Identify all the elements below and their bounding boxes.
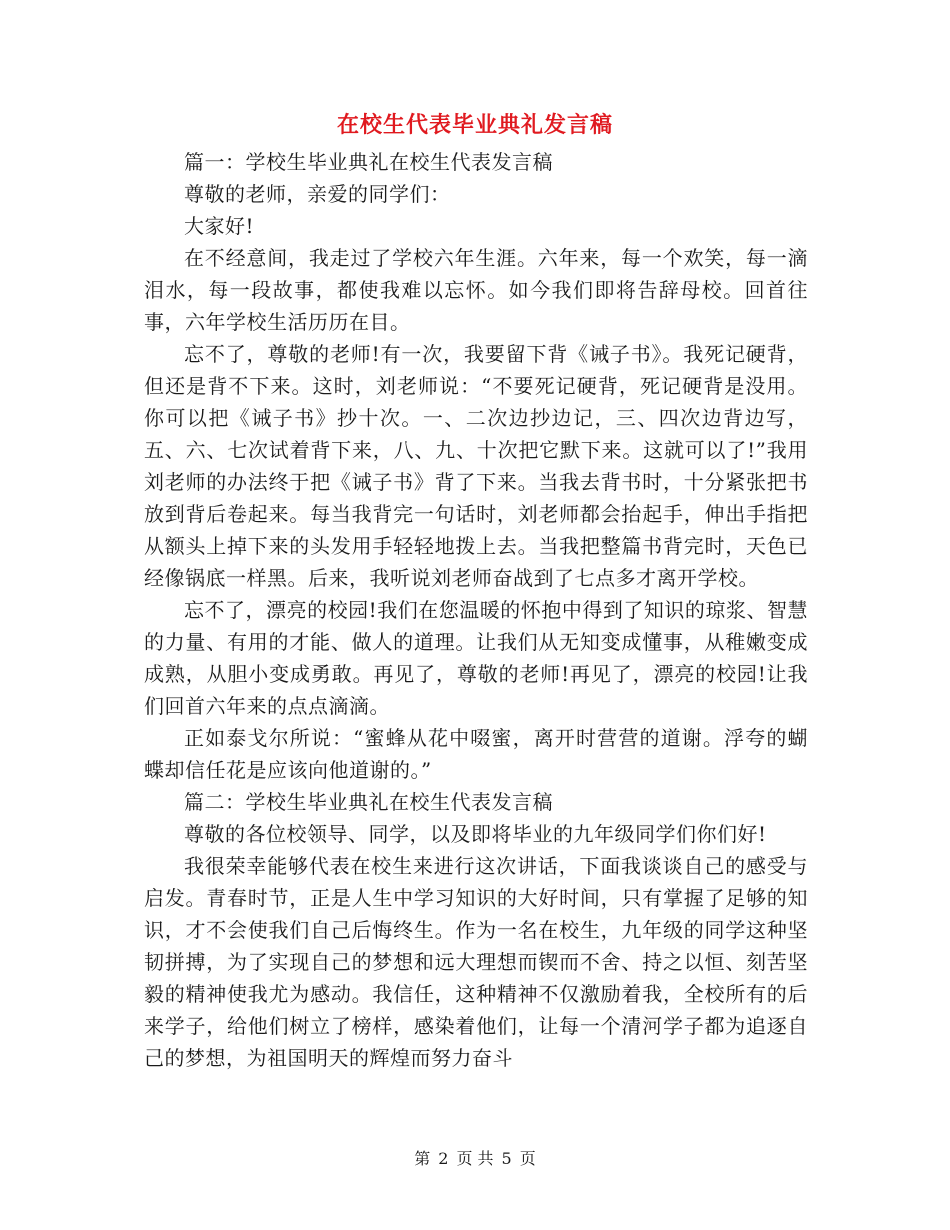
current-page-number: 2 (438, 1149, 449, 1168)
document-title: 在校生代表毕业典礼发言稿 (336, 112, 613, 138)
paragraph: 尊敬的老师，亲爱的同学们： (184, 182, 451, 206)
paragraph: 篇二：学校生毕业典礼在校生代表发言稿 (184, 790, 553, 814)
paragraph: 大家好! (184, 214, 255, 238)
paragraph: 篇一：学校生毕业典礼在校生代表发言稿 (184, 150, 553, 174)
paragraph: 在不经意间，我走过了学校六年生涯。六年来，每一个欢笑，每一滴泪水，每一段故事，都使我难以忘怀。如今我们即将告辞母校。回首往事，六年学校生活历历在目。 (144, 246, 808, 334)
page-label-mid: 页 共 (456, 1149, 494, 1168)
page-label-prefix: 第 (414, 1149, 431, 1168)
document-body (144, 146, 808, 1074)
paragraph: 我很荣幸能够代表在校生来进行这次讲话，下面我谈谈自己的感受与启发。青春时节，正是人生中学习知识的大好时间，只有掌握了足够的知识，才不会使我们自己后悔终生。作为一名在校生，九年级的同学这种坚韧拼搏，为了实现自己的梦想和远大理想而锲而不舍、持之以恒、刻苦坚毅的精神使我尤为感动。我信任，这种精神不仅激励着我，全校所有的后来学子，给他们树立了榜样，感染着他们，让每一个清河学子都为追逐自己的梦想，为祖国明天的辉煌而努力奋斗 (144, 854, 808, 1070)
paragraph: 忘不了，漂亮的校园!我们在您温暖的怀抱中得到了知识的琼浆、智慧的力量、有用的才能、做人的道理。让我们从无知变成懂事，从稚嫩变成成熟，从胆小变成勇敢。再见了，尊敬的老师!再见了，漂亮的校园!让我们回首六年来的点点滴滴。 (144, 598, 808, 718)
paragraph: 尊敬的各位校领导、同学，以及即将毕业的九年级同学们你们好! (184, 822, 767, 846)
paragraph: 正如泰戈尔所说：“蜜蜂从花中啜蜜，离开时营营的道谢。浮夸的蝴蝶却信任花是应该向他道谢的。” (144, 726, 808, 782)
total-pages-number: 5 (501, 1149, 512, 1168)
paragraph: 忘不了，尊敬的老师!有一次，我要留下背《诫子书》。我死记硬背，但还是背不下来。这时，刘老师说：“不要死记硬背，死记硬背是没用。你可以把《诫子书》抄十次。一、二次边抄边记，三、四次边背边写，五、六、七次试着背下来，八、九、十次把它默下来。这就可以了!”我用刘老师的办法终于把《诫子书》背了下来。当我去背书时，十分紧张把书放到背后卷起来。每当我背完一句话时，刘老师都会抬起手，伸出手指把从额头上掉下来的头发用手轻轻地拨上去。当我把整篇书背完时，天色已经像锅底一样黑。后来，我听说刘老师奋战到了七点多才离开学校。 (144, 342, 808, 590)
page-footer (0, 1146, 950, 1169)
page-label-suffix: 页 (519, 1149, 536, 1168)
